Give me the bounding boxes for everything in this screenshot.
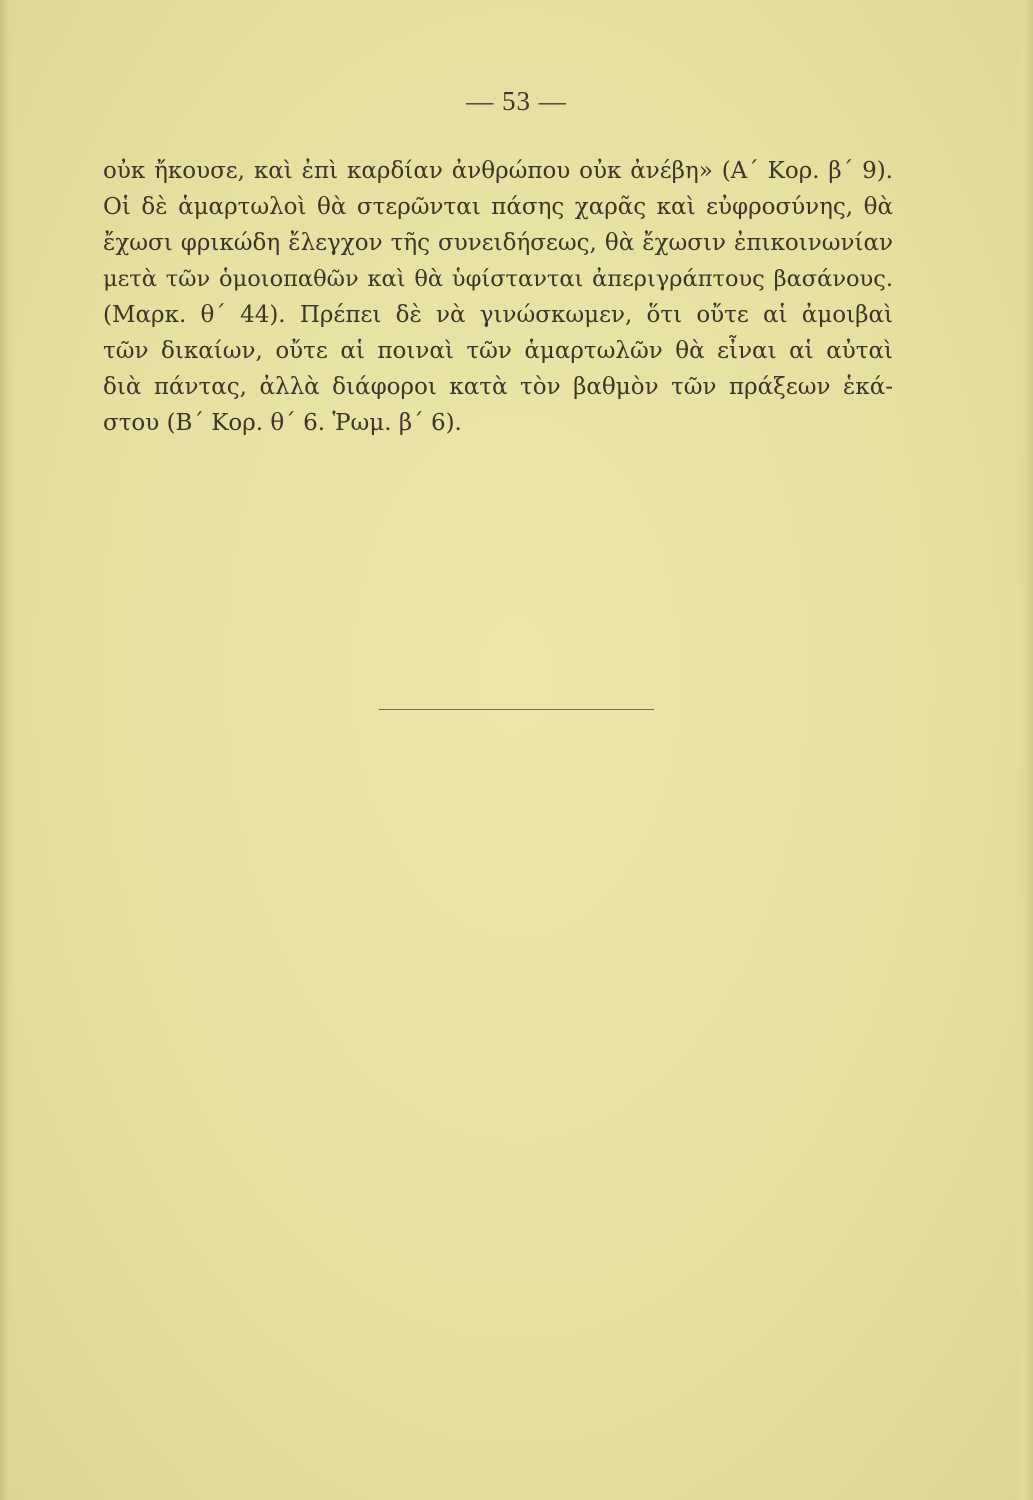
text-line: στου (Β΄ Κορ. θ΄ 6. Ῥωμ. β΄ 6). [103, 410, 462, 436]
page-right-edge [1015, 0, 1033, 1500]
text-line: μετὰ τῶν ὁμοιοπαθῶν καὶ θὰ ὑφίστανται ἀπεριγράπτους βασάνους. [103, 266, 893, 292]
text-line: τῶν δικαίων, οὔτε αἱ ποιναὶ τῶν ἁμαρτωλῶν θὰ εἶναι αἱ αὐταὶ [103, 338, 893, 364]
page-number: — 53 — [466, 86, 567, 116]
text-line: οὐκ ἤκουσε, καὶ ἐπὶ καρδίαν ἀνθρώπου οὐκ ἀνέβη» (Α΄ Κορ. β΄ 9). [103, 158, 893, 184]
text-line: Οἱ δὲ ἁμαρτωλοὶ θὰ στερῶνται πάσης χαρᾶς καὶ εὐφροσύνης, θὰ [103, 194, 893, 220]
text-line: (Μαρκ. θ΄ 44). Πρέπει δὲ νὰ γινώσκωμεν, ὅτι οὔτε αἱ ἀμοιβαὶ [103, 302, 893, 328]
text-line: ἔχωσι φρικώδη ἔλεγχον τῆς συνειδήσεως, θὰ ἔχωσιν ἐπικοινωνίαν [103, 230, 893, 256]
body-paragraph [103, 153, 893, 441]
section-divider [379, 709, 654, 710]
page-left-edge [0, 0, 14, 1500]
text-line: διὰ πάντας, ἀλλὰ διάφοροι κατὰ τὸν βαθμὸν τῶν πράξεων ἑκά- [103, 374, 893, 400]
